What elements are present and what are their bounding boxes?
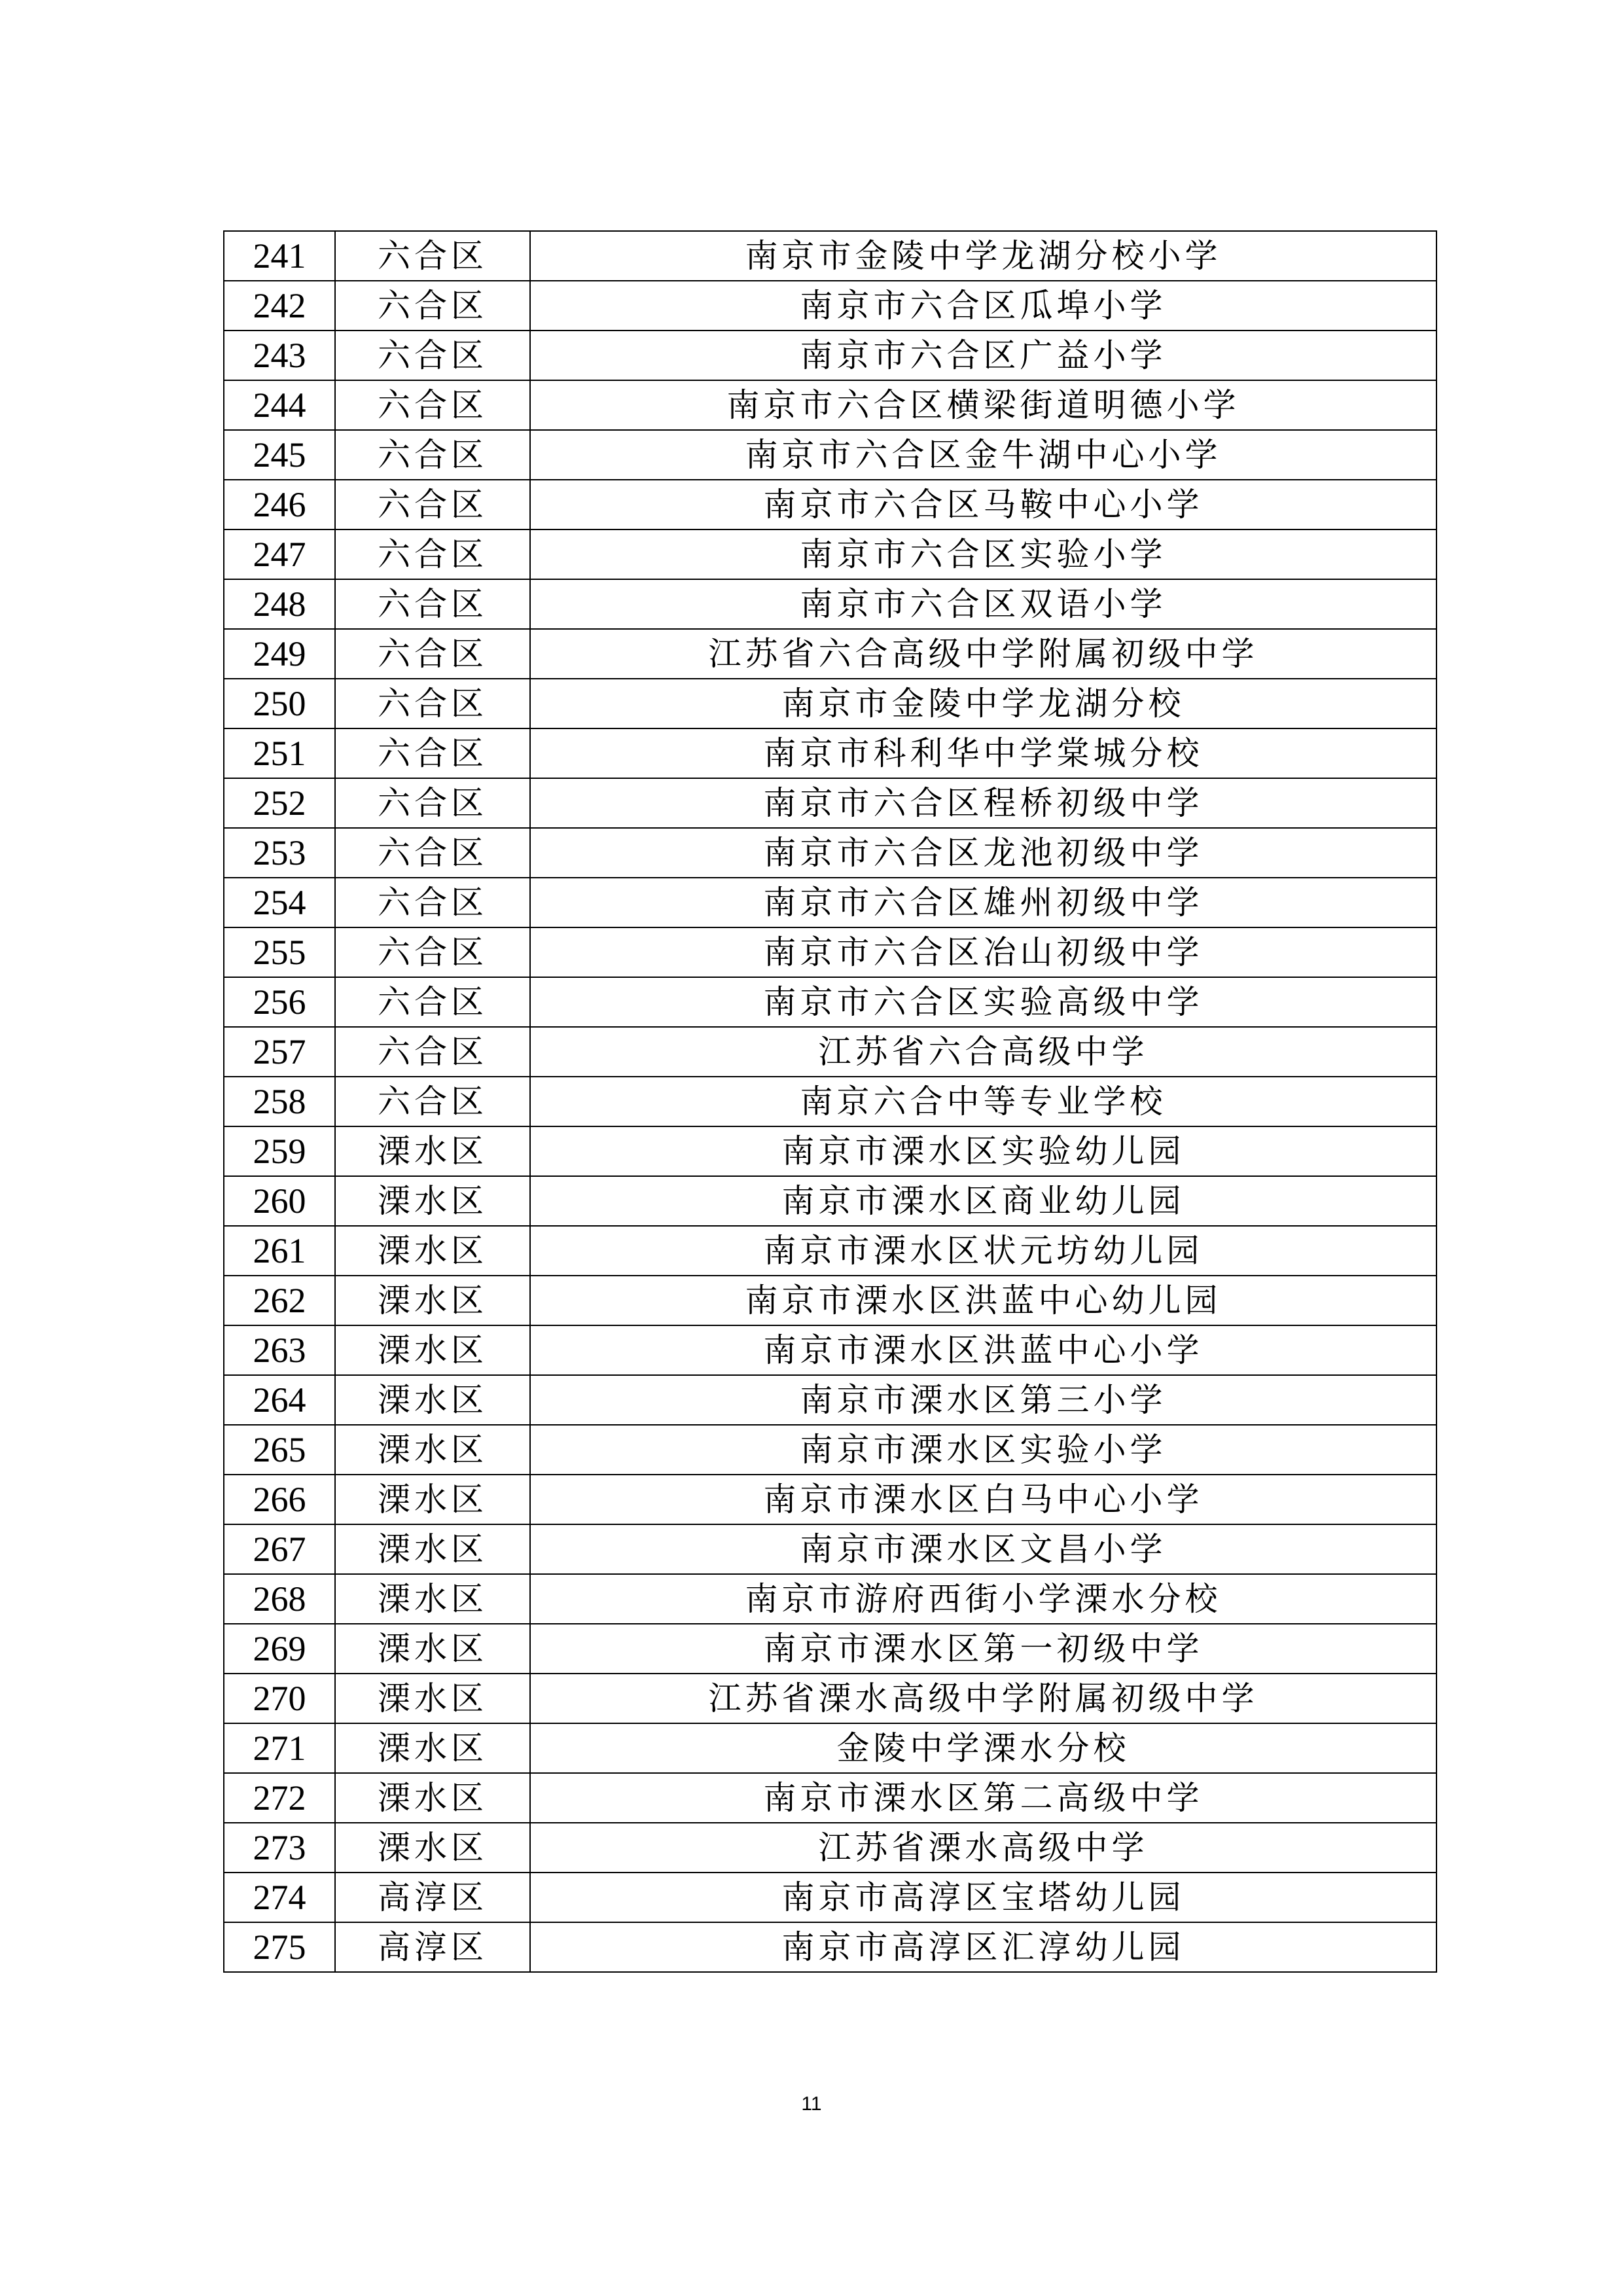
district-cell: 溧水区: [335, 1126, 530, 1176]
district-cell: 六合区: [335, 1077, 530, 1126]
district-cell: 溧水区: [335, 1425, 530, 1475]
table-row: [224, 231, 1436, 281]
school-name-cell: 南京市溧水区洪蓝中心幼儿园: [530, 1276, 1436, 1325]
district-cell: 溧水区: [335, 1524, 530, 1574]
table-row: [224, 1126, 1436, 1176]
district-cell: 六合区: [335, 231, 530, 281]
school-name-cell: 南京市六合区金牛湖中心小学: [530, 430, 1436, 480]
district-cell: 高淳区: [335, 1922, 530, 1972]
district-cell: 六合区: [335, 331, 530, 380]
school-name-cell: 南京市六合区瓜埠小学: [530, 281, 1436, 331]
district-cell: 六合区: [335, 629, 530, 679]
row-number-cell: 264: [224, 1375, 335, 1425]
school-name-cell: 南京市六合区雄州初级中学: [530, 878, 1436, 927]
district-cell: 六合区: [335, 579, 530, 629]
school-name-cell: 南京市溧水区商业幼儿园: [530, 1176, 1436, 1226]
row-number-cell: 265: [224, 1425, 335, 1475]
row-number-cell: 266: [224, 1475, 335, 1524]
row-number-cell: 267: [224, 1524, 335, 1574]
school-name-cell: 南京市六合区冶山初级中学: [530, 927, 1436, 977]
row-number-cell: 271: [224, 1723, 335, 1773]
school-name-cell: 南京市溧水区洪蓝中心小学: [530, 1325, 1436, 1375]
district-cell: 六合区: [335, 927, 530, 977]
school-name-cell: 南京市溧水区第一初级中学: [530, 1624, 1436, 1674]
table-row: [224, 828, 1436, 878]
row-number-cell: 272: [224, 1773, 335, 1823]
table-row: [224, 1475, 1436, 1524]
district-cell: 六合区: [335, 480, 530, 529]
table-row: [224, 1176, 1436, 1226]
district-cell: 溧水区: [335, 1276, 530, 1325]
school-name-cell: 南京市溧水区状元坊幼儿园: [530, 1226, 1436, 1276]
row-number-cell: 262: [224, 1276, 335, 1325]
row-number-cell: 255: [224, 927, 335, 977]
table-row: [224, 1574, 1436, 1624]
district-cell: 溧水区: [335, 1723, 530, 1773]
school-name-cell: 南京市高淳区汇淳幼儿园: [530, 1922, 1436, 1972]
table-row: [224, 1425, 1436, 1475]
table-row: [224, 480, 1436, 529]
school-name-cell: 南京市六合区实验小学: [530, 529, 1436, 579]
table-row: [224, 1226, 1436, 1276]
row-number-cell: 270: [224, 1674, 335, 1723]
table-row: [224, 331, 1436, 380]
row-number-cell: 243: [224, 331, 335, 380]
row-number-cell: 263: [224, 1325, 335, 1375]
district-cell: 溧水区: [335, 1773, 530, 1823]
table-row: [224, 1823, 1436, 1873]
table-row: [224, 1524, 1436, 1574]
district-cell: 六合区: [335, 878, 530, 927]
school-name-cell: 南京市六合区龙池初级中学: [530, 828, 1436, 878]
district-cell: 六合区: [335, 828, 530, 878]
table-row: [224, 927, 1436, 977]
school-name-cell: 南京市科利华中学棠城分校: [530, 728, 1436, 778]
row-number-cell: 260: [224, 1176, 335, 1226]
school-name-cell: 南京市六合区实验高级中学: [530, 977, 1436, 1027]
table-row: [224, 430, 1436, 480]
table-row: [224, 1027, 1436, 1077]
row-number-cell: 252: [224, 778, 335, 828]
table-row: [224, 579, 1436, 629]
row-number-cell: 247: [224, 529, 335, 579]
row-number-cell: 250: [224, 679, 335, 728]
row-number-cell: 246: [224, 480, 335, 529]
school-name-cell: 南京市溧水区实验小学: [530, 1425, 1436, 1475]
school-name-cell: 南京市溧水区第三小学: [530, 1375, 1436, 1425]
table-row: [224, 629, 1436, 679]
school-list-table: [223, 230, 1437, 1973]
row-number-cell: 253: [224, 828, 335, 878]
school-name-cell: 南京市溧水区白马中心小学: [530, 1475, 1436, 1524]
district-cell: 六合区: [335, 679, 530, 728]
table-row: [224, 878, 1436, 927]
school-name-cell: 南京市溧水区实验幼儿园: [530, 1126, 1436, 1176]
school-name-cell: 南京六合中等专业学校: [530, 1077, 1436, 1126]
table-row: [224, 1375, 1436, 1425]
table-row: [224, 1773, 1436, 1823]
school-name-cell: 南京市高淳区宝塔幼儿园: [530, 1873, 1436, 1922]
table-row: [224, 1922, 1436, 1972]
row-number-cell: 261: [224, 1226, 335, 1276]
table-row: [224, 1077, 1436, 1126]
district-cell: 溧水区: [335, 1226, 530, 1276]
school-list-table-body: [224, 231, 1436, 1972]
school-name-cell: 南京市六合区广益小学: [530, 331, 1436, 380]
district-cell: 溧水区: [335, 1325, 530, 1375]
row-number-cell: 259: [224, 1126, 335, 1176]
district-cell: 六合区: [335, 728, 530, 778]
school-name-cell: 江苏省溧水高级中学附属初级中学: [530, 1674, 1436, 1723]
row-number-cell: 244: [224, 380, 335, 430]
district-cell: 六合区: [335, 430, 530, 480]
school-name-cell: 南京市溧水区文昌小学: [530, 1524, 1436, 1574]
school-name-cell: 南京市游府西街小学溧水分校: [530, 1574, 1436, 1624]
district-cell: 溧水区: [335, 1574, 530, 1624]
school-name-cell: 南京市六合区双语小学: [530, 579, 1436, 629]
table-row: [224, 1873, 1436, 1922]
district-cell: 溧水区: [335, 1624, 530, 1674]
row-number-cell: 248: [224, 579, 335, 629]
row-number-cell: 269: [224, 1624, 335, 1674]
table-row: [224, 728, 1436, 778]
table-row: [224, 380, 1436, 430]
school-name-cell: 南京市金陵中学龙湖分校: [530, 679, 1436, 728]
table-row: [224, 977, 1436, 1027]
row-number-cell: 241: [224, 231, 335, 281]
school-name-cell: 南京市六合区马鞍中心小学: [530, 480, 1436, 529]
school-name-cell: 南京市六合区程桥初级中学: [530, 778, 1436, 828]
district-cell: 六合区: [335, 1027, 530, 1077]
district-cell: 溧水区: [335, 1176, 530, 1226]
row-number-cell: 251: [224, 728, 335, 778]
table-row: [224, 1276, 1436, 1325]
school-name-cell: 江苏省六合高级中学: [530, 1027, 1436, 1077]
table-row: [224, 778, 1436, 828]
row-number-cell: 245: [224, 430, 335, 480]
district-cell: 六合区: [335, 380, 530, 430]
table-row: [224, 1674, 1436, 1723]
school-name-cell: 江苏省六合高级中学附属初级中学: [530, 629, 1436, 679]
table-row: [224, 1624, 1436, 1674]
table-row: [224, 679, 1436, 728]
table-row: [224, 1723, 1436, 1773]
district-cell: 溧水区: [335, 1823, 530, 1873]
school-name-cell: 南京市金陵中学龙湖分校小学: [530, 231, 1436, 281]
page-number: 11: [801, 2093, 822, 2115]
school-name-cell: 江苏省溧水高级中学: [530, 1823, 1436, 1873]
district-cell: 溧水区: [335, 1674, 530, 1723]
district-cell: 高淳区: [335, 1873, 530, 1922]
table-row: [224, 1325, 1436, 1375]
school-name-cell: 南京市六合区横梁街道明德小学: [530, 380, 1436, 430]
row-number-cell: 275: [224, 1922, 335, 1972]
row-number-cell: 249: [224, 629, 335, 679]
district-cell: 溧水区: [335, 1475, 530, 1524]
row-number-cell: 273: [224, 1823, 335, 1873]
row-number-cell: 268: [224, 1574, 335, 1624]
row-number-cell: 257: [224, 1027, 335, 1077]
row-number-cell: 274: [224, 1873, 335, 1922]
row-number-cell: 254: [224, 878, 335, 927]
district-cell: 六合区: [335, 778, 530, 828]
district-cell: 六合区: [335, 977, 530, 1027]
table-row: [224, 529, 1436, 579]
school-name-cell: 南京市溧水区第二高级中学: [530, 1773, 1436, 1823]
row-number-cell: 256: [224, 977, 335, 1027]
district-cell: 溧水区: [335, 1375, 530, 1425]
table-row: [224, 281, 1436, 331]
district-cell: 六合区: [335, 281, 530, 331]
school-name-cell: 金陵中学溧水分校: [530, 1723, 1436, 1773]
district-cell: 六合区: [335, 529, 530, 579]
row-number-cell: 242: [224, 281, 335, 331]
row-number-cell: 258: [224, 1077, 335, 1126]
